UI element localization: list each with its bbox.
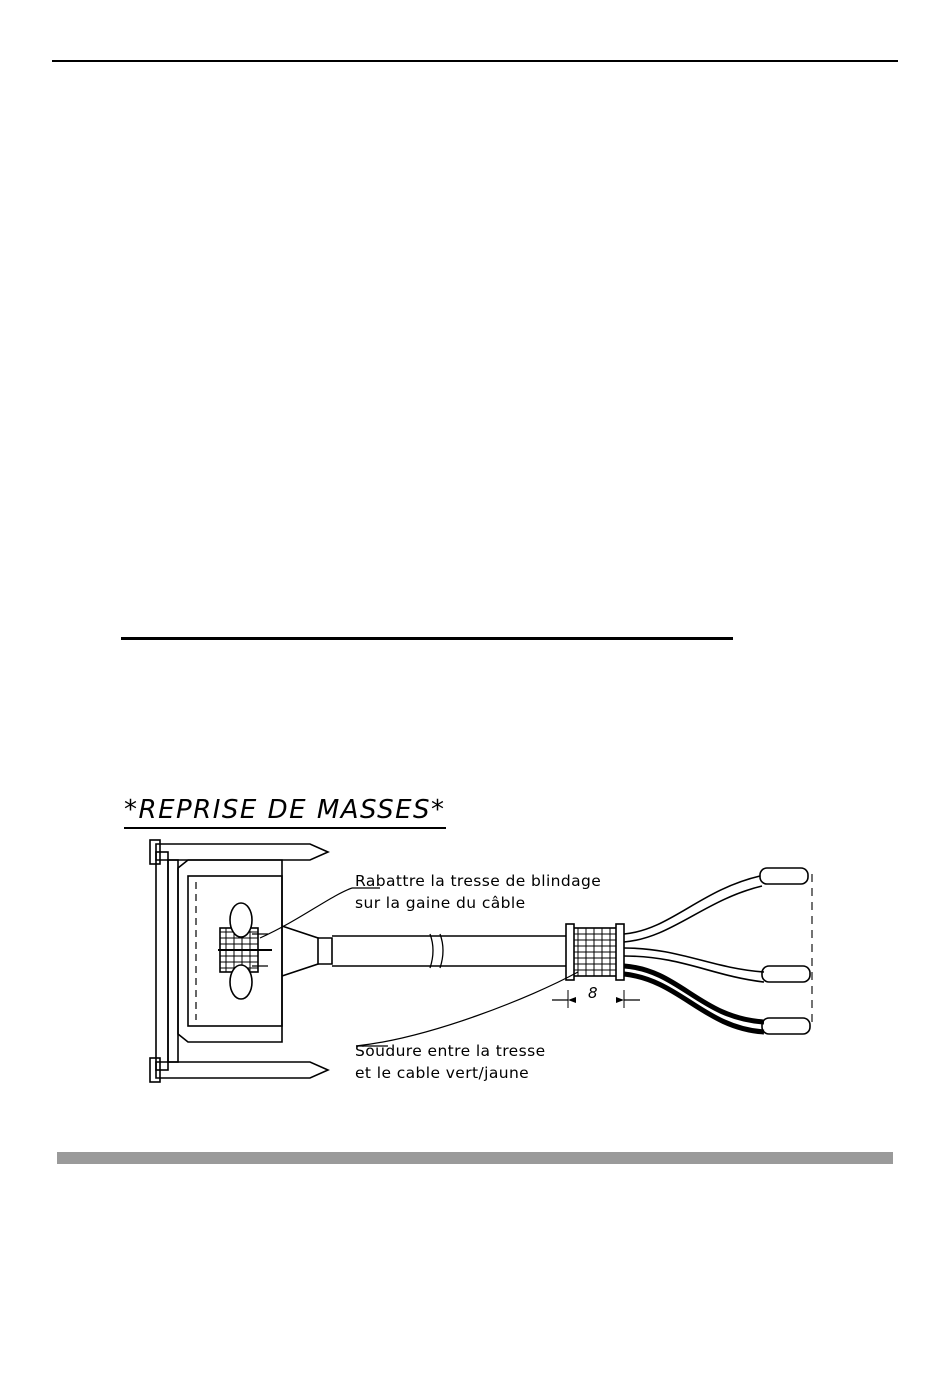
- bottom-gray-bar: [57, 1152, 893, 1164]
- annotation-braid-line-2: sur la gaine du câble: [355, 894, 526, 913]
- annotation-braid-line-1: Rabattre la tresse de blindage: [355, 872, 602, 890]
- annotation-solder-note: [355, 1040, 546, 1085]
- figure-title: *REPRISE DE MASSES*: [124, 795, 446, 829]
- annotation-solder-line-2: et le cable vert/jaune: [355, 1064, 530, 1083]
- annotation-solder-line-1: Soudure entre la tresse: [355, 1042, 546, 1060]
- dimension-label-8: 8: [588, 984, 598, 1002]
- top-horizontal-rule: [52, 60, 898, 62]
- annotation-braid-note: [355, 870, 601, 915]
- middle-horizontal-rule: [121, 637, 733, 640]
